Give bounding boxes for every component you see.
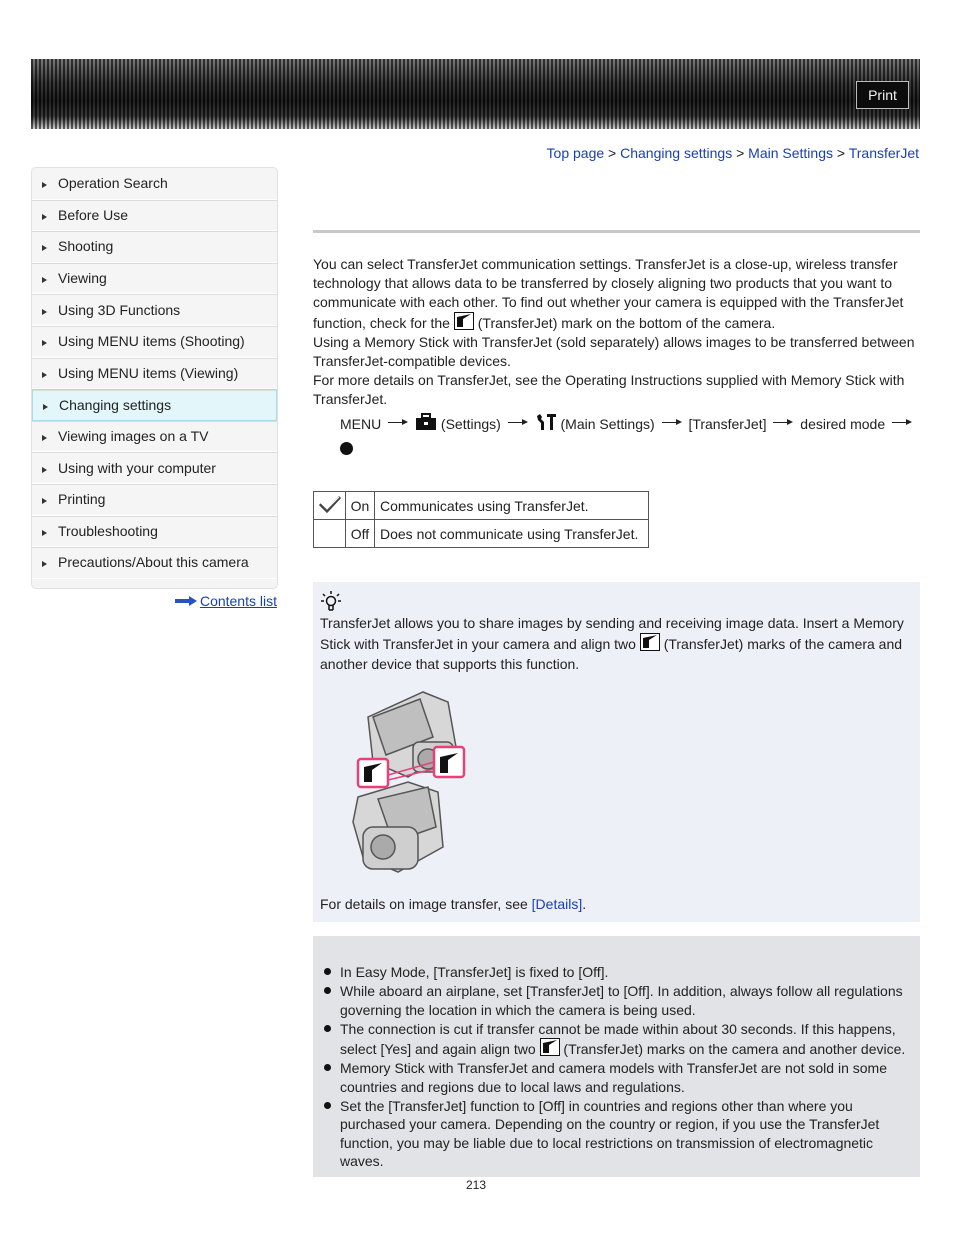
details-link[interactable]: [Details] <box>531 896 583 912</box>
triangle-right-icon <box>43 404 48 410</box>
desired-mode-label: desired mode <box>800 416 886 432</box>
list-item: While aboard an airplane, set [TransferJet] to [Off]. In addition, always follow all regulations governing the location in which the camera is being used. <box>322 982 915 1019</box>
sidebar-item-printing[interactable] <box>32 484 277 516</box>
sidebar-item-precautions[interactable] <box>32 547 277 579</box>
table-row <box>314 520 649 548</box>
arrow-right-icon <box>175 596 197 606</box>
sidebar-item-label: Shooting <box>58 238 114 255</box>
sidebar-item-label: Using MENU items (Viewing) <box>58 364 239 381</box>
list-item <box>322 1020 915 1059</box>
note-text-part: The connection is cut if transfer cannot be made within about 30 seconds. If this happens, select [Yes] and again align two <box>340 1020 896 1057</box>
sidebar-item-label: Using MENU items (Shooting) <box>58 333 245 350</box>
triangle-right-icon <box>42 214 47 220</box>
lightbulb-icon <box>320 590 342 612</box>
sidebar-item-label: Before Use <box>58 206 129 223</box>
checkmark-icon <box>318 494 342 514</box>
settings-label: (Settings) <box>440 416 501 432</box>
center-button-icon <box>340 442 353 455</box>
sidebar-item-operation-search[interactable] <box>32 168 277 200</box>
triangle-right-icon <box>42 182 47 188</box>
mode-table <box>313 491 649 548</box>
intro-text <box>313 255 920 409</box>
sidebar-item-shooting[interactable] <box>32 231 277 263</box>
triangle-right-icon <box>42 530 47 536</box>
triangle-right-icon <box>42 561 47 567</box>
breadcrumb-top-page[interactable]: Top page <box>546 145 605 161</box>
intro-text-part: (TransferJet) mark on the bottom of the camera. <box>477 315 776 331</box>
breadcrumb-transferjet[interactable]: TransferJet <box>848 145 919 161</box>
details-suffix: . <box>582 896 587 912</box>
triangle-right-icon <box>42 498 47 504</box>
menu-label: MENU <box>340 416 382 432</box>
sidebar-item-label: Viewing <box>58 270 107 287</box>
notes-box <box>313 936 920 1177</box>
hint-text <box>320 613 916 674</box>
intro-text-part: You can select TransferJet communication settings. TransferJet is a close-up, wireless transfer technology that allows data to be transferred by closely aligning two products that you want to communicate with each other. To find out whether your camera is equipped with the TransferJet function, check for the <box>313 256 904 331</box>
sidebar-item-troubleshooting[interactable] <box>32 516 277 548</box>
triangle-right-icon <box>42 245 47 251</box>
mode-description: Communicates using TransferJet. <box>375 492 649 520</box>
title-divider <box>313 230 920 233</box>
sidebar-item-label: Using with your computer <box>58 459 216 476</box>
sidebar-item-label: Changing settings <box>59 396 172 413</box>
print-button[interactable]: Print <box>856 81 909 109</box>
arrow-right-icon <box>662 418 682 428</box>
sidebar-item-before-use[interactable] <box>32 200 277 232</box>
mode-name: On <box>346 492 375 520</box>
empty-check-cell <box>314 520 346 548</box>
transferjet-label: [TransferJet] <box>688 416 767 432</box>
sidebar-item-label: Precautions/About this camera <box>58 554 249 571</box>
sidebar-item-menu-shooting[interactable] <box>32 326 277 358</box>
list-item: Set the [TransferJet] function to [Off] in countries and regions other than where you purchased your camera. Depending on the country or region, if you use the TransferJet function, you may be liable due to local restrictions on transmission of electromagnetic waves. <box>322 1097 915 1171</box>
breadcrumb-separator: > <box>736 145 745 161</box>
sidebar-item-label: Viewing images on a TV <box>58 428 209 445</box>
breadcrumb-separator: > <box>836 145 846 161</box>
breadcrumb-main-settings[interactable]: Main Settings <box>748 145 833 161</box>
triangle-right-icon <box>42 435 47 441</box>
intro-paragraph: Using a Memory Stick with TransferJet (sold separately) allows images to be transferred between TransferJet-compatible devices. <box>313 334 915 369</box>
sidebar-nav <box>31 167 278 589</box>
mode-description: Does not communicate using TransferJet. <box>375 520 649 548</box>
arrow-right-icon <box>508 418 528 428</box>
sidebar-item-3d-functions[interactable] <box>32 294 277 326</box>
contents-list-link[interactable] <box>175 593 277 609</box>
sidebar-item-menu-viewing[interactable] <box>32 358 277 390</box>
triangle-right-icon <box>42 372 47 378</box>
main-settings-label: (Main Settings) <box>560 416 655 432</box>
triangle-right-icon <box>42 309 47 315</box>
sidebar-item-computer[interactable] <box>32 452 277 484</box>
arrow-right-icon <box>773 418 793 428</box>
triangle-right-icon <box>42 340 47 346</box>
default-check-cell <box>314 492 346 520</box>
intro-paragraph: For more details on TransferJet, see the Operating Instructions supplied with Memory Stick with TransferJet. <box>313 372 905 407</box>
sidebar-item-label: Using 3D Functions <box>58 301 181 318</box>
transferjet-mark-icon <box>540 1038 560 1056</box>
wrench-icon <box>535 413 557 431</box>
sidebar-item-viewing-on-tv[interactable] <box>32 421 277 453</box>
note-text-part: (TransferJet) marks on the camera and another device. <box>563 1041 906 1057</box>
hint-text-part: TransferJet allows you to share images by sending and receiving image data. Insert a Memory Stick with TransferJet in your camera and align two <box>320 615 904 652</box>
menu-path <box>340 412 920 460</box>
sidebar-item-changing-settings[interactable] <box>32 389 277 421</box>
sidebar-item-viewing[interactable] <box>32 263 277 295</box>
list-item: Memory Stick with TransferJet and camera models with TransferJet are not sold in some countries and regions due to local laws and regulations. <box>322 1059 915 1096</box>
transferjet-mark-icon <box>454 312 474 330</box>
arrow-right-icon <box>388 418 408 428</box>
transferjet-mark-icon <box>640 633 660 651</box>
breadcrumb-changing-settings[interactable]: Changing settings <box>620 145 733 161</box>
hint-box <box>313 582 920 922</box>
intro-paragraph <box>313 255 920 333</box>
table-row <box>314 492 649 520</box>
triangle-right-icon <box>42 277 47 283</box>
mode-name: Off <box>346 520 375 548</box>
hint-text-part: (TransferJet) marks of the camera and another device that supports this function. <box>320 636 903 672</box>
toolbox-icon <box>415 413 437 431</box>
breadcrumb-separator: > <box>608 145 617 161</box>
header-banner <box>31 59 920 129</box>
details-prefix: For details on image transfer, see <box>320 896 528 912</box>
list-item: In Easy Mode, [TransferJet] is fixed to [Off]. <box>322 963 915 982</box>
triangle-right-icon <box>42 467 47 473</box>
sidebar-item-label: Troubleshooting <box>58 522 158 539</box>
sidebar-item-label: Printing <box>58 491 106 508</box>
notes-list <box>322 963 915 1171</box>
breadcrumb <box>547 145 919 161</box>
hint-details <box>320 896 586 912</box>
camera-transfer-illustration <box>338 687 498 877</box>
sidebar-item-label: Operation Search <box>58 175 168 192</box>
contents-list-label: Contents list <box>199 593 277 609</box>
page-number: 213 <box>466 1178 487 1192</box>
arrow-right-icon <box>892 418 912 428</box>
